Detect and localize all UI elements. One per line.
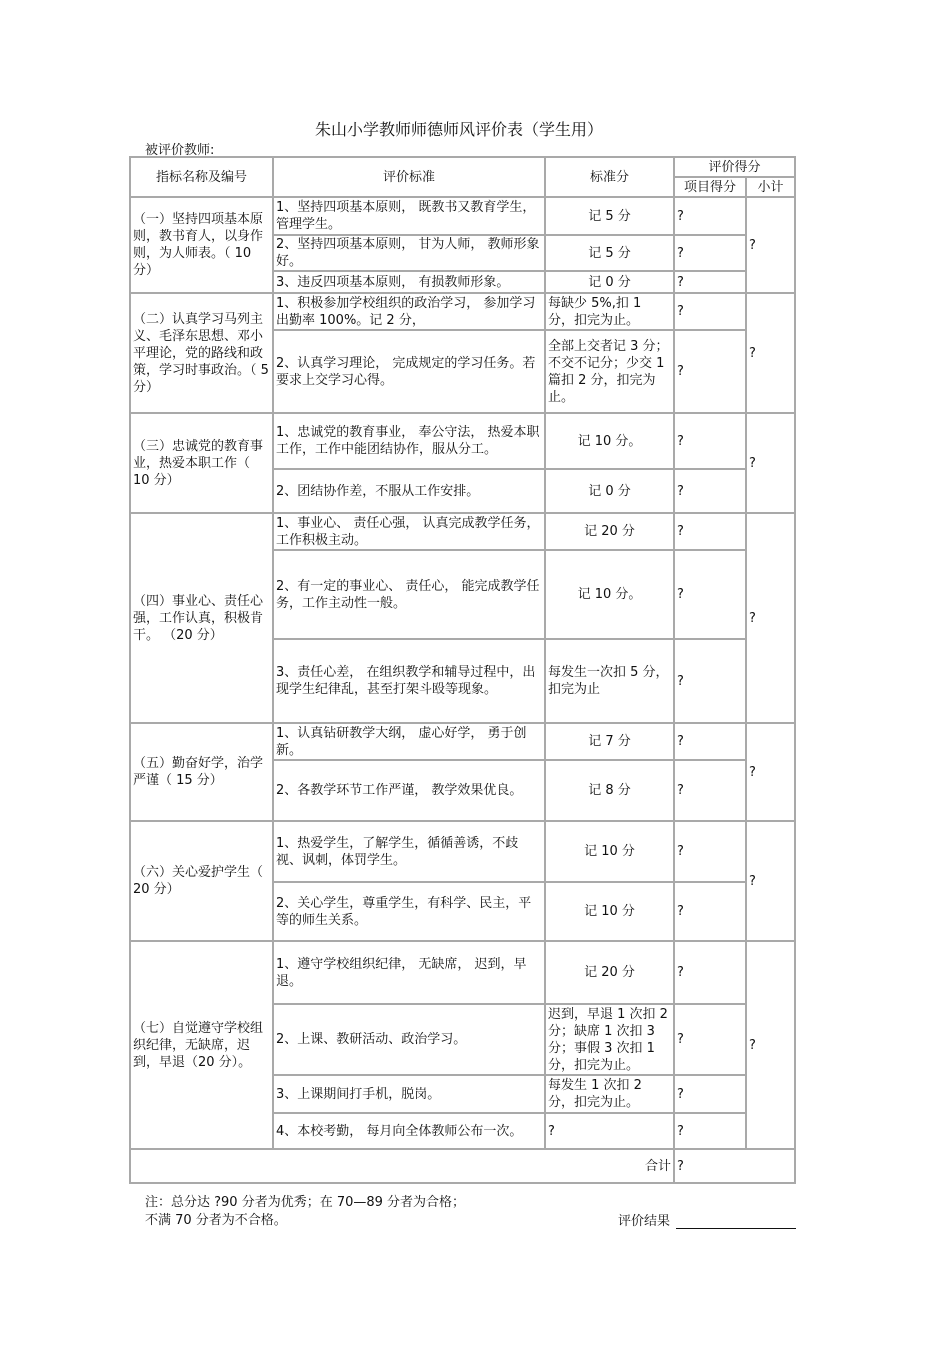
section-6-subtotal[interactable]: ? bbox=[746, 821, 795, 941]
section-3-name: （三）忠诚党的教育事业，热爱本职工作（ 10 分） bbox=[130, 413, 273, 513]
footnote-line-2: 不满 70 分者为不合格。 bbox=[145, 1213, 287, 1228]
section-5-criteria-1: 1、认真钻研教学大纲， 虚心好学， 勇于创新。 bbox=[273, 723, 545, 760]
section-5-subtotal[interactable]: ? bbox=[746, 723, 795, 821]
section-7-criteria-2: 2、上课、教研活动、政治学习。 bbox=[273, 1004, 545, 1075]
section-1-score-3[interactable]: ? bbox=[674, 271, 746, 293]
section-4-score-2[interactable]: ? bbox=[674, 550, 746, 639]
section-7-criteria-1: 1、遵守学校组织纪律， 无缺席， 迟到，早退。 bbox=[273, 941, 545, 1004]
section-7-standard-1: 记 20 分 bbox=[545, 941, 674, 1004]
section-3-criteria-1: 1、忠诚党的教育事业， 奉公守法， 热爱本职工作，工作中能团结协作，服从分工。 bbox=[273, 413, 545, 469]
section-4-criteria-1: 1、事业心、 责任心强， 认真完成教学任务，工作积极主动。 bbox=[273, 513, 545, 550]
section-4-subtotal[interactable]: ? bbox=[746, 513, 795, 723]
section-7-subtotal[interactable]: ? bbox=[746, 941, 795, 1149]
section-7-score-2[interactable]: ? bbox=[674, 1004, 746, 1075]
section-7-standard-4: ? bbox=[545, 1113, 674, 1149]
section-1-criteria-2: 2、坚持四项基本原则， 甘为人师， 教师形象好。 bbox=[273, 235, 545, 271]
section-1-score-2[interactable]: ? bbox=[674, 235, 746, 271]
header-item-score: 项目得分 bbox=[674, 177, 746, 197]
total-value[interactable]: ? bbox=[674, 1149, 795, 1183]
header-criteria: 评价标准 bbox=[273, 157, 545, 197]
section-2-score-2[interactable]: ? bbox=[674, 330, 746, 413]
section-7-criteria-4: 4、本校考勤， 每月向全体教师公布一次。 bbox=[273, 1113, 545, 1149]
section-1-standard-2: 记 5 分 bbox=[545, 235, 674, 271]
section-2-score-1[interactable]: ? bbox=[674, 293, 746, 330]
teacher-label: 被评价教师: bbox=[145, 143, 215, 158]
header-score-group: 评价得分 bbox=[674, 157, 795, 177]
section-7-standard-2: 迟到，早退 1 次扣 2 分；缺席 1 次扣 3 分；事假 3 次扣 1 分，扣完为止。 bbox=[545, 1004, 674, 1075]
section-4-standard-1: 记 20 分 bbox=[545, 513, 674, 550]
section-6-criteria-1: 1、热爱学生，了解学生，循循善诱，不歧视、讽刺，体罚学生。 bbox=[273, 821, 545, 882]
section-1-subtotal[interactable]: ? bbox=[746, 197, 795, 293]
section-7-name: （七）自觉遵守学校组织纪律，无缺席，迟到，早退（20 分）。 bbox=[130, 941, 273, 1149]
footnote-line-1: 注：总分达 ?90 分者为优秀；在 70—89 分者为合格； bbox=[145, 1195, 466, 1210]
section-5-name: （五）勤奋好学，治学严谨（ 15 分） bbox=[130, 723, 273, 821]
section-7-standard-3: 每发生 1 次扣 2 分，扣完为止。 bbox=[545, 1075, 674, 1113]
section-3-criteria-2: 2、团结协作差，不服从工作安排。 bbox=[273, 469, 545, 513]
evaluation-result-label: 评价结果 bbox=[618, 1214, 671, 1229]
section-6-criteria-2: 2、关心学生，尊重学生，有科学、民主，平等的师生关系。 bbox=[273, 882, 545, 941]
section-5-standard-2: 记 8 分 bbox=[545, 760, 674, 821]
section-2-standard-1: 每缺少 5%,扣 1 分，扣完为止。 bbox=[545, 293, 674, 330]
section-5-score-1[interactable]: ? bbox=[674, 723, 746, 760]
section-3-standard-2: 记 0 分 bbox=[545, 469, 674, 513]
section-1-name: （一）坚持四项基本原则，教书育人，以身作则，为人师表。（ 10 分） bbox=[130, 197, 273, 293]
section-2-criteria-2: 2、认真学习理论， 完成规定的学习任务。若要求上交学习心得。 bbox=[273, 330, 545, 413]
header-indicator: 指标名称及编号 bbox=[130, 157, 273, 197]
section-5-score-2[interactable]: ? bbox=[674, 760, 746, 821]
section-5-standard-1: 记 7 分 bbox=[545, 723, 674, 760]
evaluation-table bbox=[129, 156, 796, 1184]
section-3-score-1[interactable]: ? bbox=[674, 413, 746, 469]
section-1-score-1[interactable]: ? bbox=[674, 197, 746, 235]
section-4-score-1[interactable]: ? bbox=[674, 513, 746, 550]
section-1-criteria-1: 1、坚持四项基本原则， 既教书又教育学生，管理学生。 bbox=[273, 197, 545, 235]
section-4-standard-2: 记 10 分。 bbox=[545, 550, 674, 639]
section-3-standard-1: 记 10 分。 bbox=[545, 413, 674, 469]
section-6-name: （六）关心爱护学生（ 20 分） bbox=[130, 821, 273, 941]
section-3-subtotal[interactable]: ? bbox=[746, 413, 795, 513]
header-subtotal: 小计 bbox=[746, 177, 795, 197]
header-standard: 标准分 bbox=[545, 157, 674, 197]
section-6-score-1[interactable]: ? bbox=[674, 821, 746, 882]
section-1-standard-1: 记 5 分 bbox=[545, 197, 674, 235]
section-6-standard-1: 记 10 分 bbox=[545, 821, 674, 882]
section-7-score-4[interactable]: ? bbox=[674, 1113, 746, 1149]
section-6-standard-2: 记 10 分 bbox=[545, 882, 674, 941]
section-4-score-3[interactable]: ? bbox=[674, 639, 746, 723]
section-4-name: （四）事业心、责任心强，工作认真，积极肯干。 （20 分） bbox=[130, 513, 273, 723]
section-2-name: （二）认真学习马列主义、毛泽东思想、邓小平理论，党的路线和政策，学习时事政治。（ 5 分） bbox=[130, 293, 273, 413]
footnote bbox=[145, 1194, 465, 1230]
section-3-score-2[interactable]: ? bbox=[674, 469, 746, 513]
section-5-criteria-2: 2、各教学环节工作严谨， 教学效果优良。 bbox=[273, 760, 545, 821]
section-7-score-1[interactable]: ? bbox=[674, 941, 746, 1004]
section-1-criteria-3: 3、违反四项基本原则， 有损教师形象。 bbox=[273, 271, 545, 293]
section-6-score-2[interactable]: ? bbox=[674, 882, 746, 941]
section-2-criteria-1: 1、积极参加学校组织的政治学习， 参加学习出勤率 100%。记 2 分， bbox=[273, 293, 545, 330]
total-label: 合计 bbox=[130, 1149, 674, 1183]
section-4-criteria-2: 2、有一定的事业心、 责任心， 能完成教学任务，工作主动性一般。 bbox=[273, 550, 545, 639]
evaluation-result bbox=[618, 1210, 796, 1229]
section-4-criteria-3: 3、责任心差， 在组织教学和辅导过程中，出现学生纪律乱，甚至打架斗殴等现象。 bbox=[273, 639, 545, 723]
section-7-score-3[interactable]: ? bbox=[674, 1075, 746, 1113]
section-2-subtotal[interactable]: ? bbox=[746, 293, 795, 413]
section-7-criteria-3: 3、上课期间打手机，脱岗。 bbox=[273, 1075, 545, 1113]
page-title: 朱山小学教师师德师风评价表（学生用） bbox=[314, 120, 603, 139]
evaluation-result-field[interactable] bbox=[676, 1214, 796, 1229]
section-4-standard-3: 每发生一次扣 5 分，扣完为止 bbox=[545, 639, 674, 723]
section-1-standard-3: 记 0 分 bbox=[545, 271, 674, 293]
section-2-standard-2: 全部上交者记 3 分；不交不记分；少交 1 篇扣 2 分，扣完为止。 bbox=[545, 330, 674, 413]
